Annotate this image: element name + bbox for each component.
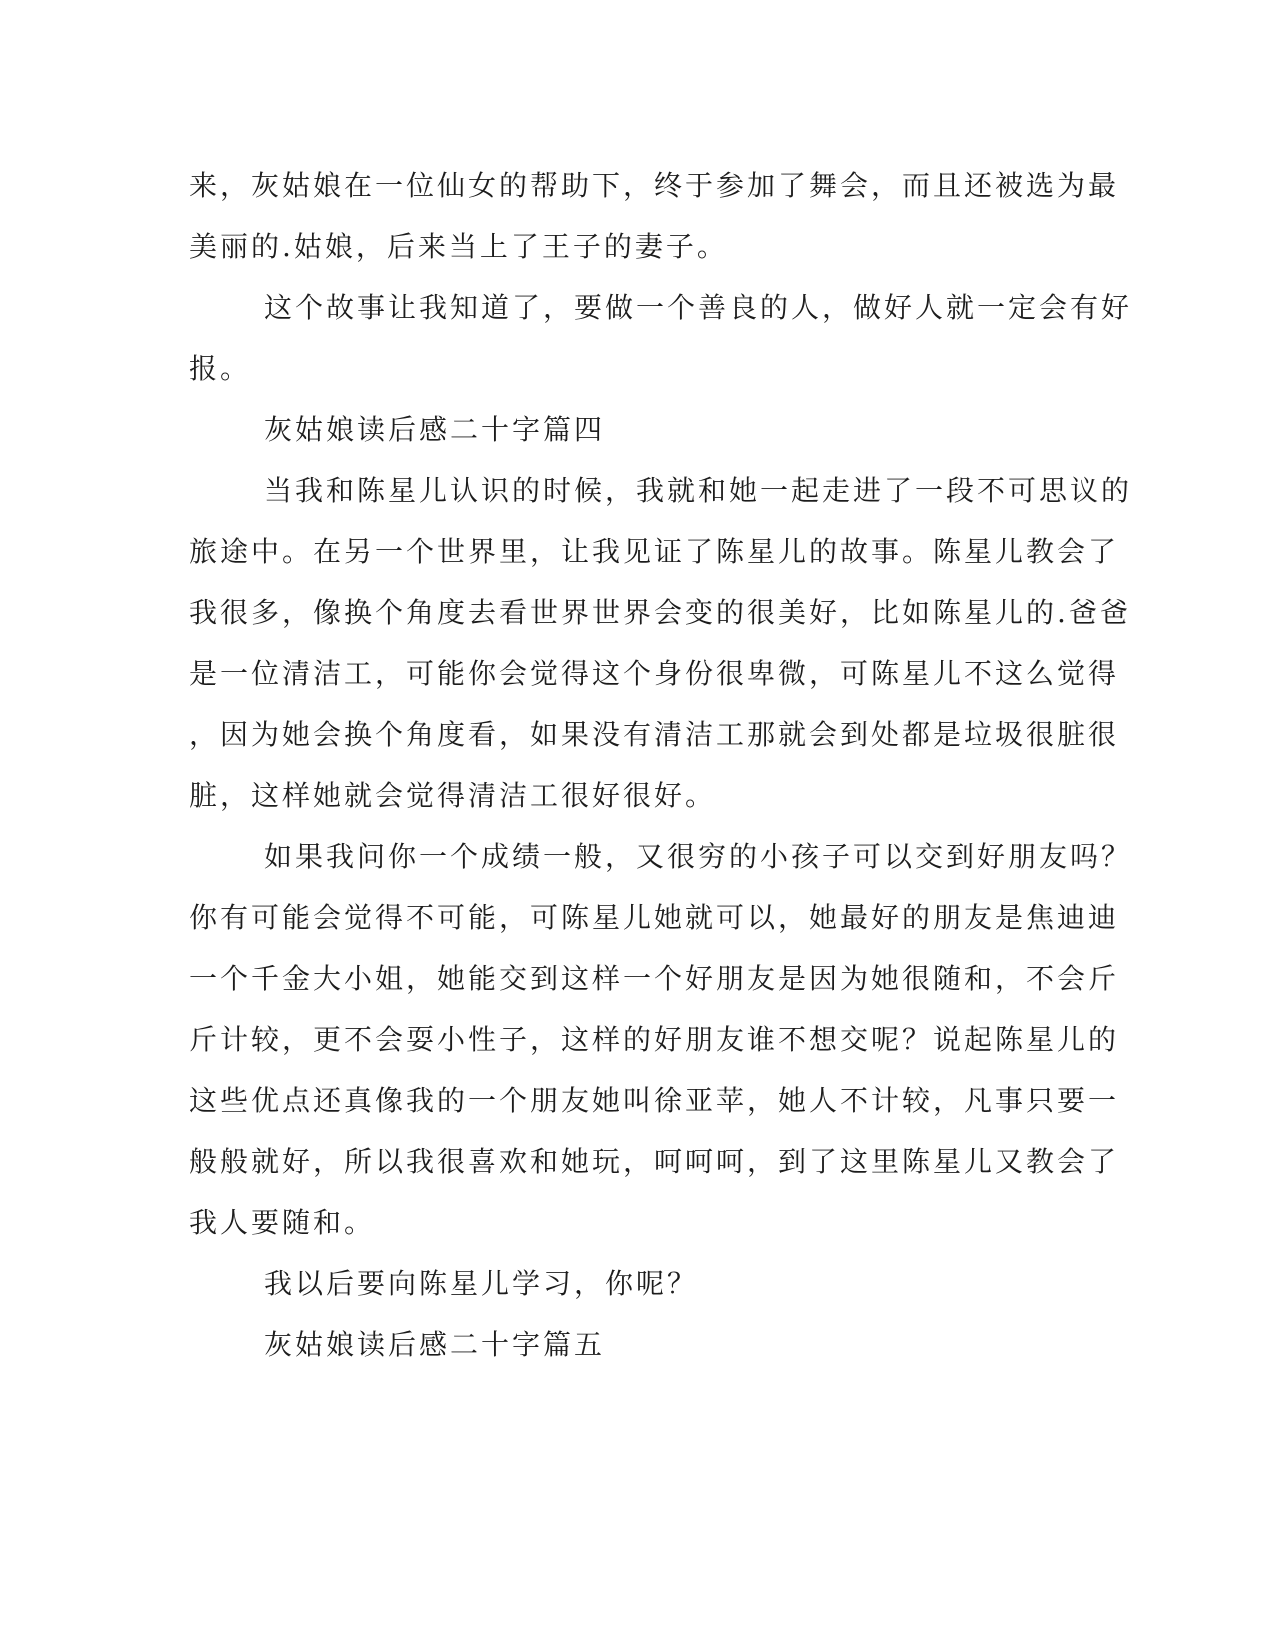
text-line: 灰姑娘读后感二十字篇四 bbox=[264, 413, 606, 446]
text-line: 灰姑娘读后感二十字篇五 bbox=[264, 1328, 606, 1361]
text-line: 当我和陈星儿认识的时候，我就和她一起走进了一段不可思议的 bbox=[264, 474, 1133, 507]
text-line: 般般就好，所以我很喜欢和她玩，呵呵呵，到了这里陈星儿又教会了 bbox=[189, 1145, 1120, 1178]
text-line: 你有可能会觉得不可能，可陈星儿她就可以，她最好的朋友是焦迪迪 bbox=[189, 901, 1120, 934]
text-line: 这些优点还真像我的一个朋友她叫徐亚苹，她人不计较，凡事只要一 bbox=[189, 1084, 1120, 1117]
text-line: 美丽的.姑娘，后来当上了王子的妻子。 bbox=[189, 230, 728, 263]
text-line: 旅途中。在另一个世界里，让我见证了陈星儿的故事。陈星儿教会了 bbox=[189, 535, 1120, 568]
text-line: 脏，这样她就会觉得清洁工很好很好。 bbox=[189, 779, 717, 812]
paragraph-moral bbox=[189, 277, 1133, 399]
section-heading-part-four bbox=[189, 399, 1079, 460]
paragraph-learn-from-her bbox=[189, 1253, 1079, 1314]
text-line: 我以后要向陈星儿学习，你呢？ bbox=[264, 1267, 699, 1300]
document-body bbox=[189, 155, 1133, 1375]
text-line: 我很多，像换个角度去看世界世界会变的很美好，比如陈星儿的.爸爸 bbox=[189, 596, 1131, 629]
section-heading-part-five bbox=[189, 1314, 1079, 1375]
text-line: 这个故事让我知道了，要做一个善良的人，做好人就一定会有好 bbox=[264, 291, 1133, 324]
text-line: 斤计较，更不会耍小性子，这样的好朋友谁不想交呢？说起陈星儿的 bbox=[189, 1023, 1120, 1056]
text-line: 是一位清洁工，可能你会觉得这个身份很卑微，可陈星儿不这么觉得 bbox=[189, 657, 1120, 690]
text-line: 如果我问你一个成绩一般，又很穷的小孩子可以交到好朋友吗？ bbox=[264, 840, 1133, 873]
text-line: ，因为她会换个角度看，如果没有清洁工那就会到处都是垃圾很脏很 bbox=[189, 718, 1120, 751]
paragraph-cinderella-ending bbox=[189, 155, 1120, 277]
text-line: 来，灰姑娘在一位仙女的帮助下，终于参加了舞会，而且还被选为最 bbox=[189, 169, 1120, 202]
paragraph-good-friends bbox=[189, 826, 1133, 1253]
text-line: 报。 bbox=[189, 352, 252, 385]
paragraph-meeting-chen-xinger bbox=[189, 460, 1133, 826]
text-line: 我人要随和。 bbox=[189, 1206, 376, 1239]
text-line: 一个千金大小姐，她能交到这样一个好朋友是因为她很随和，不会斤 bbox=[189, 962, 1120, 995]
